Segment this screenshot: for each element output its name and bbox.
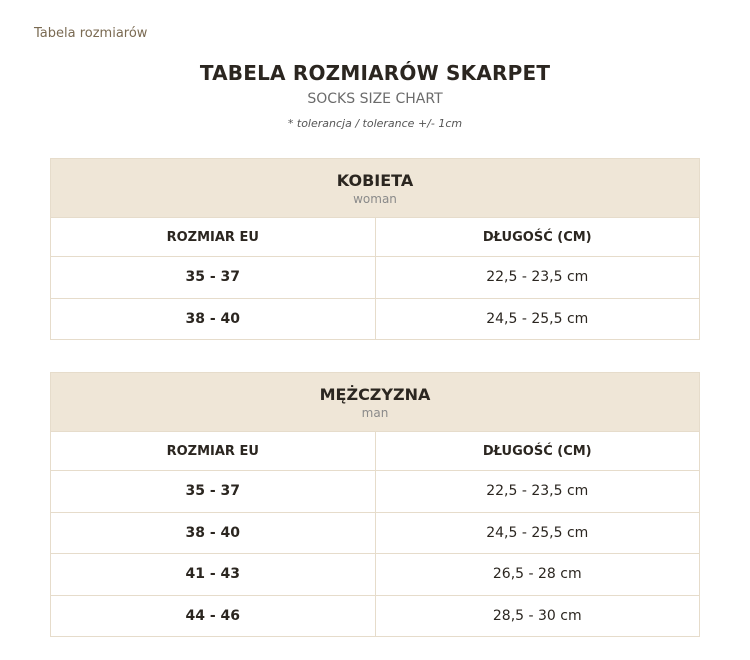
length-cell: 26,5 - 28 cm: [375, 554, 700, 595]
length-cell: 22,5 - 23,5 cm: [375, 471, 700, 512]
column-header-size: ROZMIAR EU: [166, 229, 259, 245]
table-row: [51, 256, 699, 298]
column-header-length: DŁUGOŚĆ (CM): [375, 432, 700, 470]
woman-table-title: KOBIETA: [336, 171, 414, 190]
man-table-title: MĘŻCZYZNA: [319, 385, 431, 404]
man-column-headers: [51, 431, 699, 470]
length-cell: 24,5 - 25,5 cm: [375, 299, 700, 340]
length-cell: 28,5 - 30 cm: [375, 596, 700, 637]
page-title: TABELA ROZMIARÓW SKARPET: [199, 61, 551, 85]
table-row: [51, 298, 699, 340]
column-header-length: DŁUGOŚĆ (CM): [375, 218, 700, 256]
tolerance-note: * tolerancja / tolerance +/- 1cm: [287, 117, 463, 130]
size-cell: 38 - 40: [185, 524, 241, 541]
woman-table-header: [51, 159, 699, 217]
size-cell: 38 - 40: [185, 310, 241, 327]
breadcrumb-tabela-rozmiarow: Tabela rozmiarów: [34, 26, 148, 41]
woman-column-headers: [51, 217, 699, 256]
size-cell: 41 - 43: [185, 566, 241, 583]
man-table-header: [51, 373, 699, 431]
woman-size-table: [50, 158, 700, 340]
man-size-table: [50, 372, 700, 637]
table-row: [51, 595, 699, 637]
size-cell: 44 - 46: [185, 607, 241, 624]
page-subtitle: SOCKS SIZE CHART: [307, 91, 443, 107]
table-row: [51, 512, 699, 554]
column-header-size: ROZMIAR EU: [166, 443, 259, 459]
size-cell: 35 - 37: [185, 269, 241, 286]
length-cell: 24,5 - 25,5 cm: [375, 513, 700, 554]
size-cell: 35 - 37: [185, 483, 241, 500]
table-row: [51, 470, 699, 512]
length-cell: 22,5 - 23,5 cm: [375, 257, 700, 298]
woman-table-subtitle: woman: [353, 192, 397, 206]
table-row: [51, 553, 699, 595]
man-table-subtitle: man: [361, 406, 389, 420]
